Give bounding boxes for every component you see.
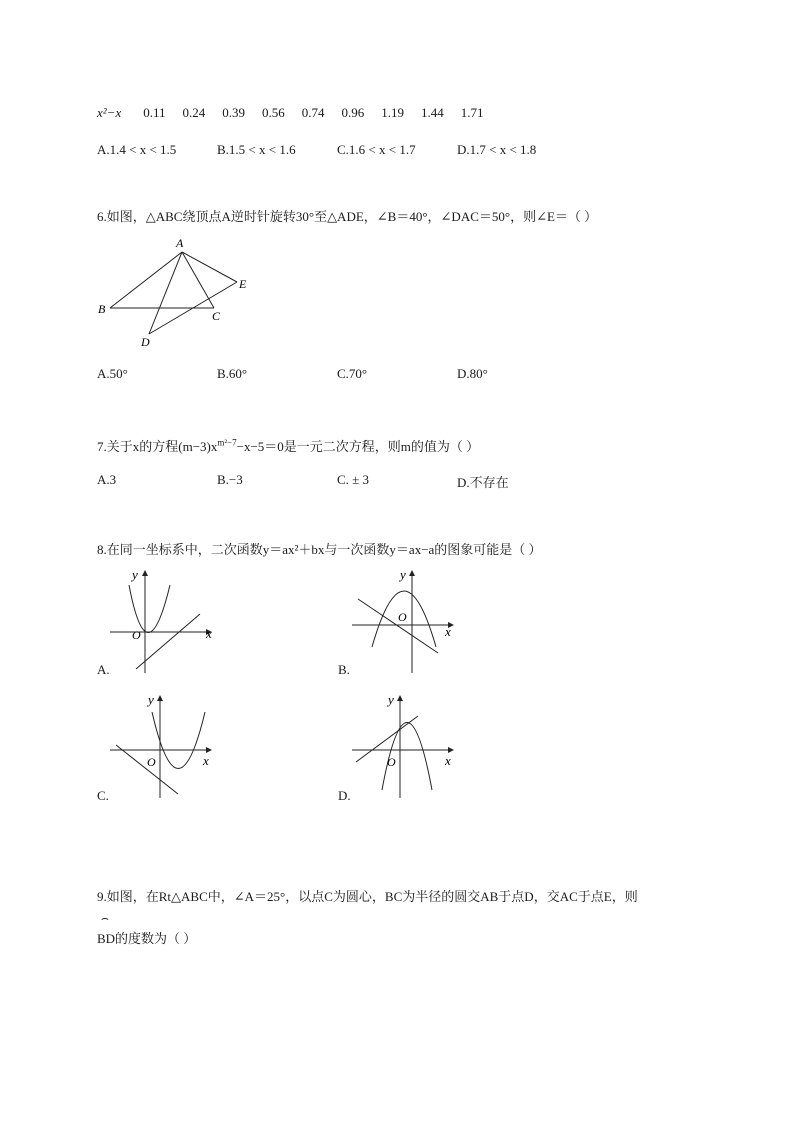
vertex-label-e: E bbox=[239, 277, 247, 291]
table-cell: 1.19 bbox=[381, 105, 404, 120]
table-cell: 0.11 bbox=[143, 105, 166, 120]
q8-graph-d bbox=[350, 690, 460, 800]
q7-stem-prefix: 7.关于x的方程(m−3)x bbox=[97, 439, 218, 454]
table-cell: 0.24 bbox=[182, 105, 206, 120]
axis-x-label: x bbox=[206, 626, 212, 641]
vertex-label-c: C bbox=[212, 309, 221, 323]
q7-stem-exponent: m²−7 bbox=[217, 437, 237, 448]
q8-stem: 8.在同一坐标系中，二次函数y＝ax²＋bx与一次函数y＝ax−a的图象可能是（ ） bbox=[97, 542, 542, 557]
value-table-row bbox=[97, 105, 501, 121]
table-cell: 0.96 bbox=[341, 105, 365, 120]
axis-x-label: x bbox=[203, 753, 209, 768]
table-cell: 0.56 bbox=[262, 105, 285, 120]
q7-stem-suffix: −x−5＝0是一元二次方程，则m的值为（ ） bbox=[236, 439, 480, 454]
q8-option-c: C. bbox=[97, 788, 109, 803]
q5-option-b: B.1.5 < x < 1.6 bbox=[217, 142, 296, 157]
arc-mark-icon: ⌢ bbox=[101, 911, 109, 925]
q6-stem: 6.如图，△ABC绕顶点A逆时针旋转30°至△ADE，∠B＝40°，∠DAC＝50°，则∠E＝（ ） bbox=[97, 209, 598, 224]
q6-triangle-figure bbox=[92, 232, 262, 352]
q6-option-a: A.50° bbox=[97, 366, 128, 381]
table-cell: 1.44 bbox=[421, 105, 444, 120]
axis-y-label: y bbox=[388, 692, 394, 707]
vertex-label-d: D bbox=[141, 335, 150, 349]
table-cell: 1.71 bbox=[460, 105, 484, 120]
q8-option-a: A. bbox=[97, 662, 110, 677]
q8-graph-a bbox=[108, 565, 218, 675]
origin-label: O bbox=[398, 610, 407, 624]
vertex-label-a: A bbox=[176, 236, 184, 250]
q9-stem-line2: BD的度数为（ ） bbox=[97, 931, 197, 946]
axis-y-label: y bbox=[132, 567, 138, 582]
q9-stem-line1: 9.如图，在Rt△ABC中，∠A＝25°，以点C为圆心，BC为半径的圆交AB于点D，交AC于点E，则 bbox=[97, 889, 638, 904]
q7-option-b: B.−3 bbox=[217, 472, 243, 487]
q6-option-c: C.70° bbox=[337, 366, 368, 381]
q5-option-a: A.1.4 < x < 1.5 bbox=[97, 142, 177, 157]
q7-option-c: C. ± 3 bbox=[337, 472, 370, 487]
axis-x-label: x bbox=[445, 624, 451, 639]
axis-x-label: x bbox=[445, 753, 451, 768]
vertex-label-b: B bbox=[98, 302, 106, 316]
axis-y-label: y bbox=[148, 692, 154, 707]
q7-stem bbox=[97, 436, 479, 455]
q6-option-b: B.60° bbox=[217, 366, 248, 381]
q5-option-d: D.1.7 < x < 1.8 bbox=[457, 142, 537, 157]
q8-option-b: B. bbox=[338, 662, 350, 677]
q7-option-d: D.不存在 bbox=[457, 475, 509, 490]
q8-graph-c bbox=[108, 690, 218, 800]
q8-option-d: D. bbox=[338, 788, 351, 803]
table-row-label: x²−x bbox=[97, 105, 122, 120]
table-cell: 0.39 bbox=[222, 105, 245, 120]
q6-option-d: D.80° bbox=[457, 366, 488, 381]
origin-label: O bbox=[147, 755, 156, 769]
q5-option-c: C.1.6 < x < 1.7 bbox=[337, 142, 416, 157]
table-cell: 0.74 bbox=[301, 105, 325, 120]
origin-label: O bbox=[132, 628, 141, 642]
q7-option-a: A.3 bbox=[97, 472, 117, 487]
axis-y-label: y bbox=[400, 567, 406, 582]
q8-graph-b bbox=[350, 565, 460, 675]
origin-label: O bbox=[387, 755, 396, 769]
